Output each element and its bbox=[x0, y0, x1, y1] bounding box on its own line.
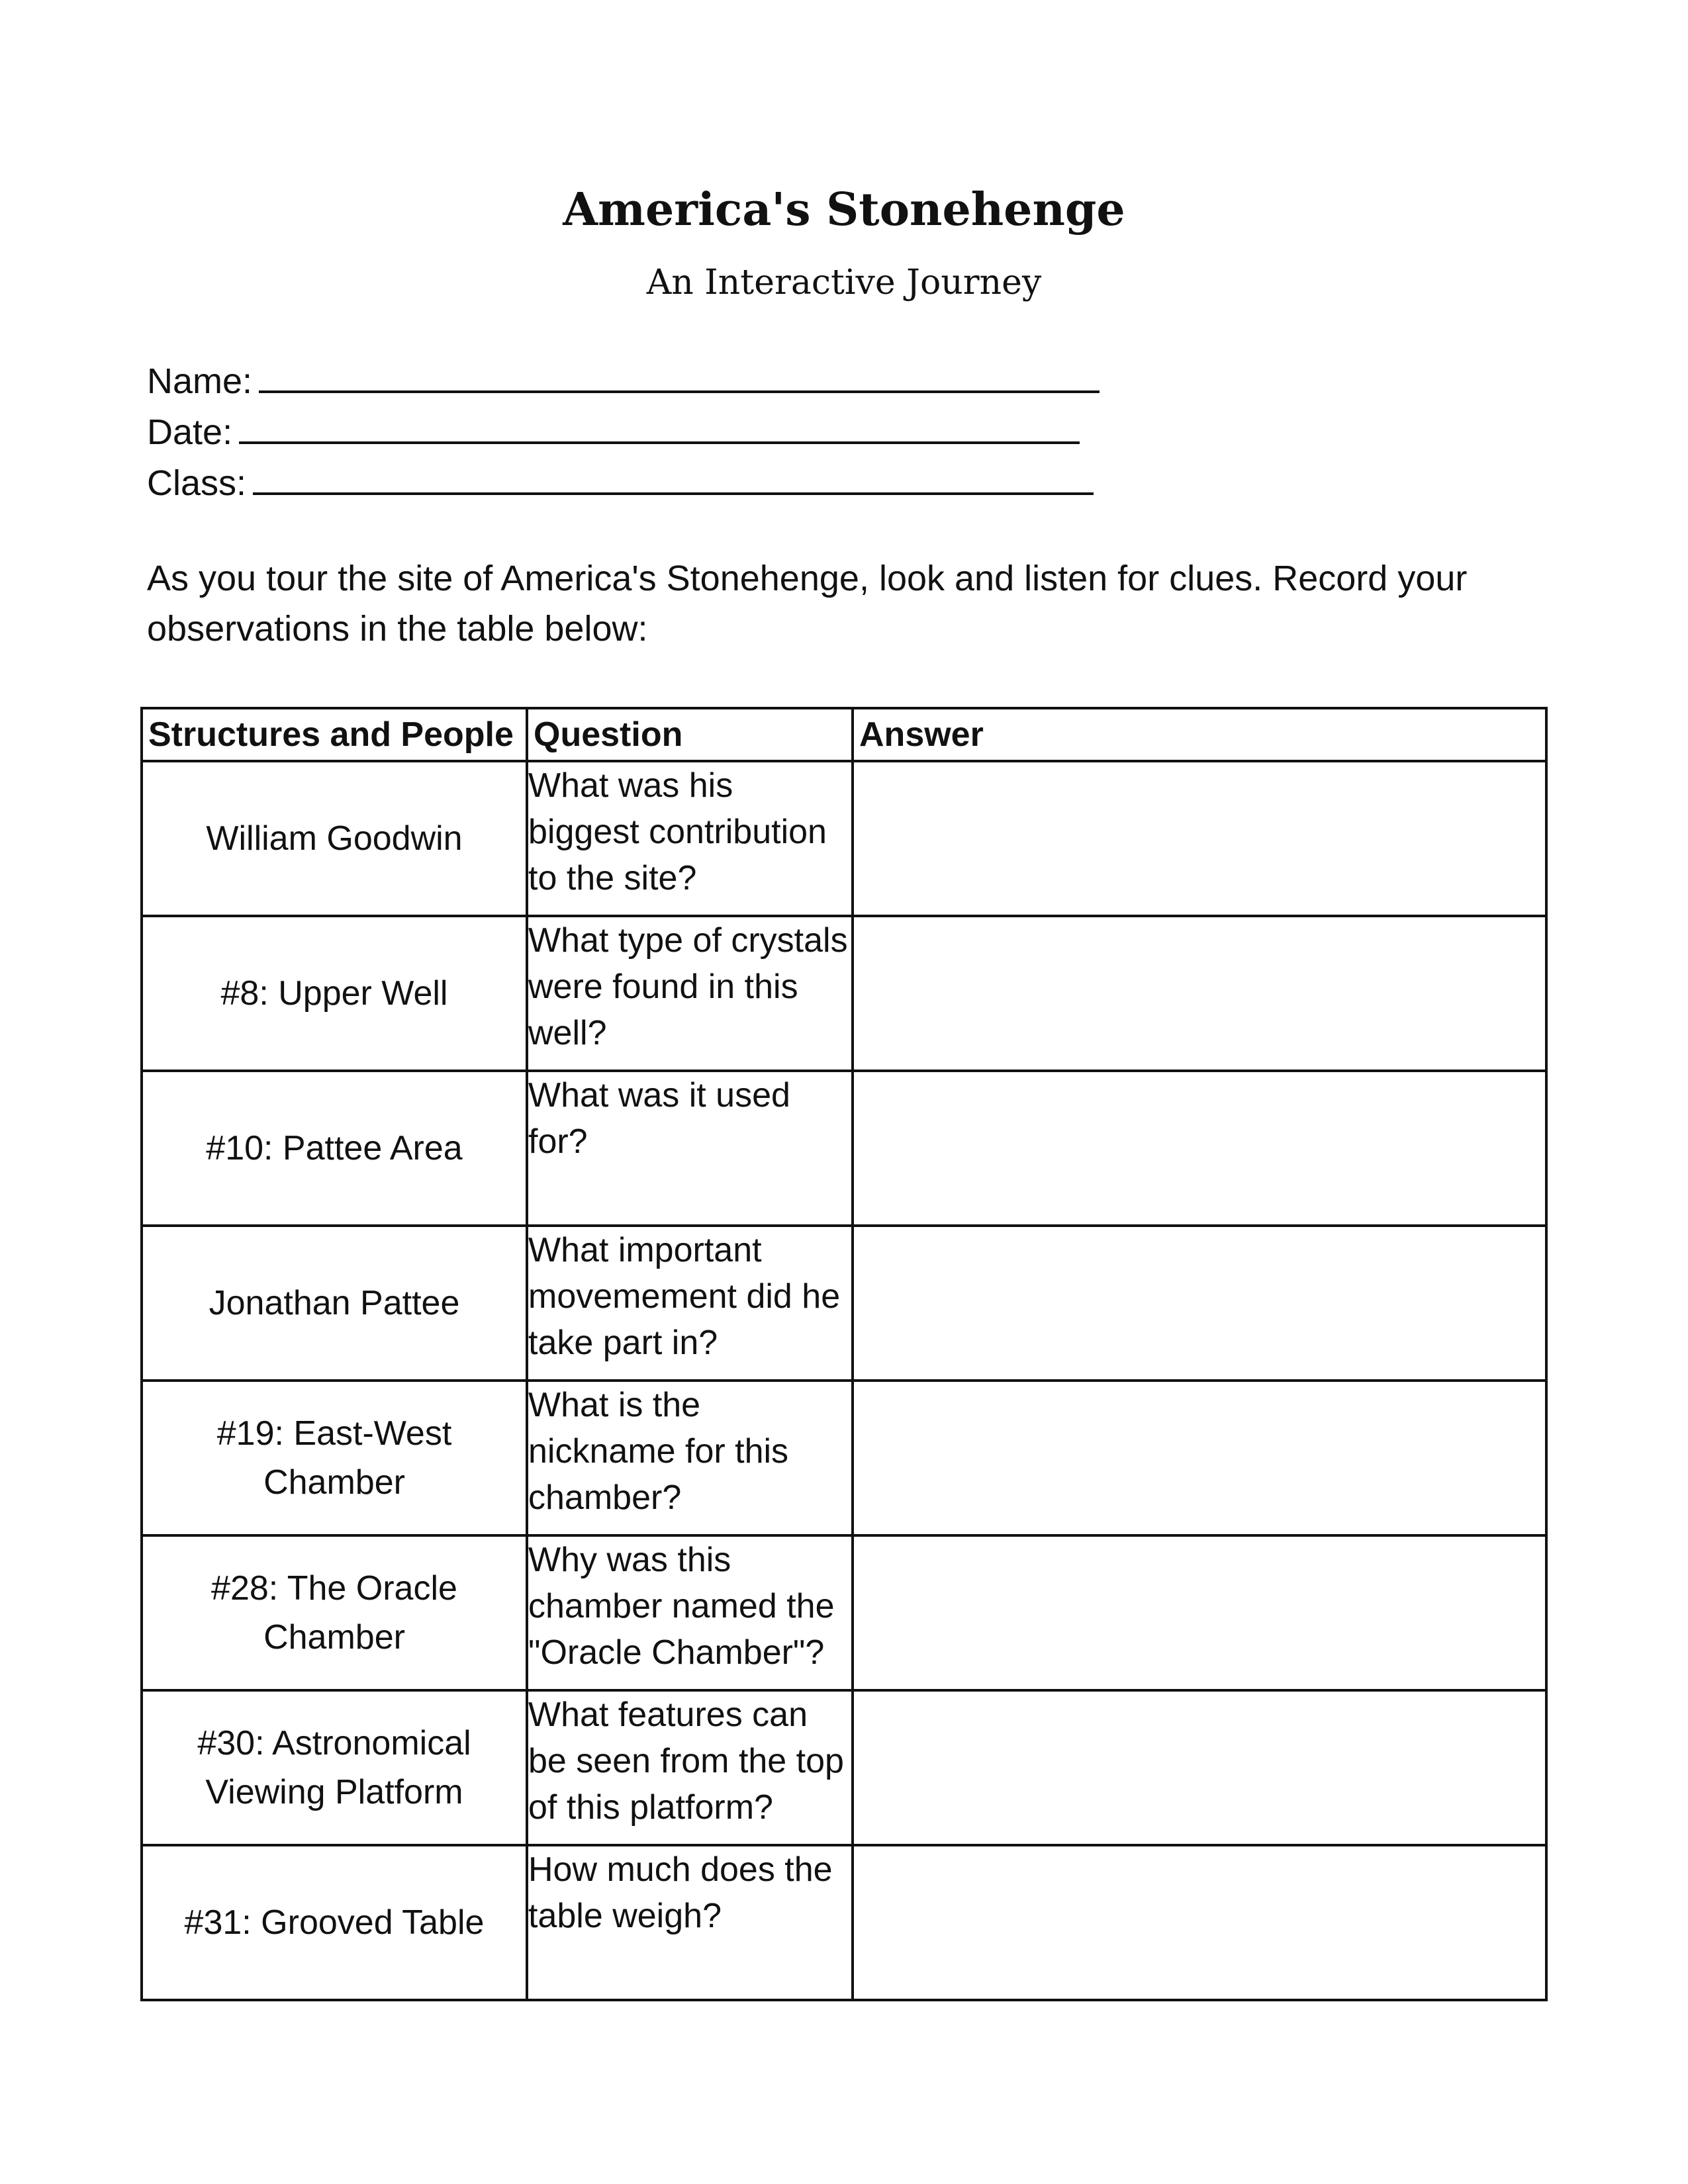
question-cell: What type of crystals were found in this well? bbox=[527, 916, 853, 1071]
date-label: Date: bbox=[147, 412, 233, 452]
answer-cell[interactable] bbox=[853, 1226, 1546, 1381]
page-subtitle: An Interactive Journey bbox=[646, 263, 1042, 302]
table-row bbox=[142, 1845, 1546, 2000]
structure-cell: Jonathan Pattee bbox=[142, 1226, 527, 1381]
structure-cell: #28: The Oracle Chamber bbox=[142, 1535, 527, 1690]
question-cell: How much does the table weigh? bbox=[527, 1845, 853, 2000]
table-row bbox=[142, 916, 1546, 1071]
structure-cell: #19: East-West Chamber bbox=[142, 1381, 527, 1535]
table-row bbox=[142, 1381, 1546, 1535]
structure-cell: #31: Grooved Table bbox=[142, 1845, 527, 2000]
question-cell: What features can be seen from the top of this platform? bbox=[527, 1690, 853, 1845]
date-blank-line[interactable] bbox=[239, 408, 1080, 444]
structure-cell: William Goodwin bbox=[142, 761, 527, 916]
class-label: Class: bbox=[147, 463, 247, 503]
answer-cell[interactable] bbox=[853, 1381, 1546, 1535]
column-header-structures: Structures and People bbox=[142, 708, 527, 761]
table-row bbox=[142, 1226, 1546, 1381]
observations-table bbox=[140, 707, 1548, 2001]
name-field bbox=[147, 356, 1100, 407]
question-cell: What is the nickname for this chamber? bbox=[527, 1381, 853, 1535]
question-cell: Why was this chamber named the "Oracle Chamber"? bbox=[527, 1535, 853, 1690]
answer-cell[interactable] bbox=[853, 1845, 1546, 2000]
structure-cell: #10: Pattee Area bbox=[142, 1071, 527, 1226]
answer-cell[interactable] bbox=[853, 916, 1546, 1071]
answer-cell[interactable] bbox=[853, 761, 1546, 916]
answer-cell[interactable] bbox=[853, 1071, 1546, 1226]
structure-cell: #8: Upper Well bbox=[142, 916, 527, 1071]
column-header-answer: Answer bbox=[853, 708, 1546, 761]
question-cell: What important movemement did he take part in? bbox=[527, 1226, 853, 1381]
table-row bbox=[142, 761, 1546, 916]
table-header-row bbox=[142, 708, 1546, 761]
date-field bbox=[147, 407, 1100, 458]
table-row bbox=[142, 1071, 1546, 1226]
name-label: Name: bbox=[147, 361, 253, 401]
structure-cell: #30: Astronomical Viewing Platform bbox=[142, 1690, 527, 1845]
class-blank-line[interactable] bbox=[253, 459, 1094, 495]
answer-cell[interactable] bbox=[853, 1535, 1546, 1690]
column-header-question: Question bbox=[527, 708, 853, 761]
table-row bbox=[142, 1535, 1546, 1690]
instructions-paragraph: As you tour the site of America's Stonehenge, look and listen for clues. Record your observations in the table below: bbox=[147, 559, 1468, 649]
name-blank-line[interactable] bbox=[259, 357, 1100, 393]
table-row bbox=[142, 1690, 1546, 1845]
page-title: America's Stonehenge bbox=[563, 183, 1125, 236]
class-field bbox=[147, 458, 1100, 509]
answer-cell[interactable] bbox=[853, 1690, 1546, 1845]
question-cell: What was his biggest contribution to the site? bbox=[527, 761, 853, 916]
question-cell: What was it used for? bbox=[527, 1071, 853, 1226]
student-info-fields bbox=[147, 356, 1100, 509]
